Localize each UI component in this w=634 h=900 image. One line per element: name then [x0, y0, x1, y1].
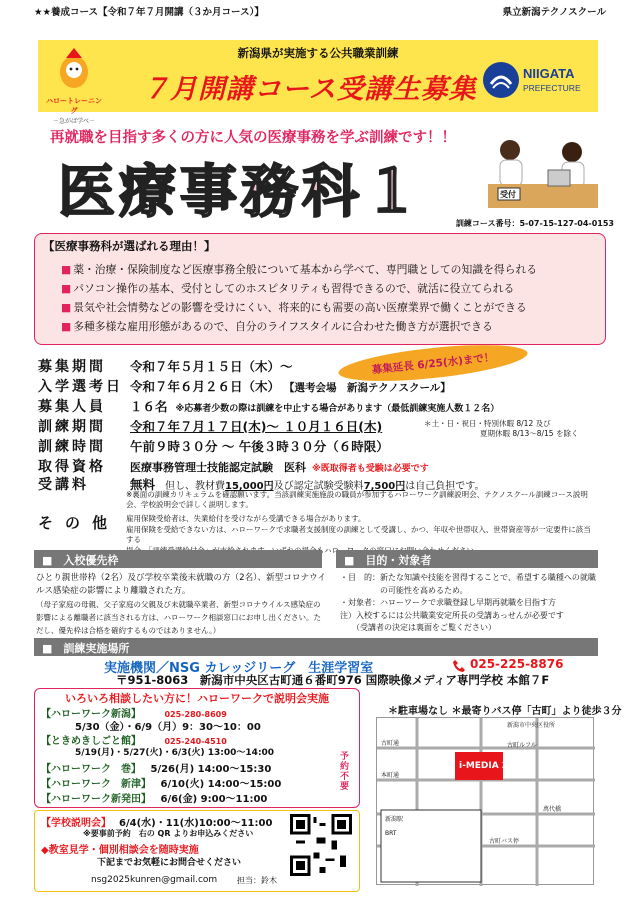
time-value: 午前９時３０分 ～ 午後３時３０分（６時限）: [130, 439, 389, 454]
exam-row: [38, 376, 451, 396]
cert-value: 医療事務管理士技能認定試験 医科: [130, 461, 306, 474]
capacity-note: ※応募者少数の際は訓練を中止する場合があります（最低訓練実施人数１２名）: [175, 404, 500, 414]
school-info-tour: ◆教室見学・個別相談会を随時実施: [41, 845, 199, 856]
niigata-pref: PREFECTURE: [523, 83, 581, 93]
map-label: 本町通: [381, 772, 400, 779]
fee-detail-5: は自己負担です。: [405, 481, 485, 492]
extension-text: 募集延長 6/25(水)まで！: [371, 351, 495, 377]
map-label: 古町バス停: [489, 838, 520, 845]
course-number: 訓練コース番号：5-07-15-127-04-0153: [455, 219, 614, 228]
consult-title: いろいろ相談したい方に！ハローワークで説明会実施: [65, 692, 329, 705]
school-name: 県立新潟テクノスクール: [502, 7, 606, 18]
purpose-line: ・目 的：新たな知識や技能を習得することで、希望する職種への就職: [340, 573, 596, 582]
consult-name: 【ときめきしごと館】: [41, 736, 141, 747]
consult-dates: 6/10(火) 14:00～15:00: [160, 779, 282, 790]
fee-material: 15,000円: [225, 481, 274, 492]
banner-subtitle: 新潟県が実施する公共職業訓練: [237, 46, 399, 60]
other-label: その他: [38, 514, 120, 532]
reception-sign: 受付: [500, 190, 516, 199]
reasons-box: [34, 233, 606, 345]
period-row: [38, 416, 382, 436]
consult-dates: 5/26(月) 14:00～15:30: [150, 764, 272, 775]
reasons-title: 【医療事務科が選ばれる理由！】: [43, 239, 216, 253]
fee-detail-1: 但し、教材費: [165, 481, 226, 492]
course-tag: ★★養成コース【令和７年７月開講（３か月コース）】: [34, 7, 264, 18]
consult-name: 【ハローワーク新発田】: [41, 794, 151, 805]
banner: [38, 40, 598, 125]
consult-tel: 025-240-4510: [164, 737, 227, 746]
reception-illustration: [488, 130, 598, 210]
exam-place: 【選考会場 新潟テクノスクール】: [284, 382, 451, 394]
other-line: 雇用保険を受給できない方は、ハローワークで求職者支援制度の訓練として受講し、かつ、年収や世帯収入、世帯資産等が一定要件に該当する: [126, 524, 591, 544]
consult-name: 【ハローワーク 巻】: [41, 764, 141, 775]
consult-box: [34, 688, 360, 808]
school-info-title: 【学校説明会】: [41, 818, 111, 829]
consult-dates: 6/6(金) 9:00～11:00: [160, 794, 268, 805]
niigata-prefecture-logo: [483, 62, 595, 102]
consult-name: 【ハローワーク 新津】: [41, 779, 151, 790]
school-info-contact: 下記までお気軽にお問合せください: [97, 858, 242, 868]
other-line: 雇用保険受給者は、失業給付を受けながら受講できる場合があります。: [126, 514, 366, 523]
consult-item: [41, 790, 267, 805]
other-row: [38, 512, 130, 533]
parking-note: ＊駐車場なし ＊最寄りバス停「古町」より徒歩３分: [388, 706, 622, 717]
cert-row: [38, 456, 429, 476]
school-info-person: 担当：鈴木: [237, 876, 277, 885]
hello-training-text: ハロートレーニング: [46, 97, 102, 115]
consult-dates: 5/19(月)・5/27(火)・6/3(火) 13:00～14:00: [75, 748, 275, 758]
course-title: 医療事務科１: [58, 159, 424, 225]
capacity-value: １６名: [130, 399, 168, 414]
qr-code[interactable]: [290, 814, 352, 876]
fee-label: 受講料: [38, 477, 89, 493]
cert-label: 取得資格: [38, 459, 106, 475]
exam-label: 入学選考日: [38, 379, 123, 395]
recruit-row: [38, 356, 293, 376]
tagline: 再就職を目指す多くの方に人気の医療事務を学ぶ訓練です！！: [50, 130, 456, 146]
exam-value: 令和７年６月２６日（木）: [130, 379, 281, 394]
niigata-emblem-icon: [483, 62, 519, 98]
map-label: 萬代橋: [543, 806, 562, 813]
fee-note: ※裏面の訓練カリキュラムを確認願います。当該訓練実施施設の職員が参加するハローワーク訓練説明会、テクノスクール訓練コース説明会、学校説明会で詳しく説明します。: [126, 490, 588, 509]
reservation-not-required: 予約不要: [340, 752, 350, 792]
consult-dates: 5/30（金）・6/9（月）9：30～10：00: [75, 722, 261, 733]
provider-tel[interactable]: 025-225-8876: [470, 657, 564, 671]
fee-detail-3: 及び認定試験受験料: [273, 481, 364, 492]
period-value: 令和７年７月１７日(木)～ １０月１６日(木): [130, 419, 383, 434]
consult-name: 【ハローワーク新潟】: [41, 709, 141, 720]
priority-line: （母子家庭の母親、父子家庭の父親及び未就職卒業者、新型コロナウイルス感染症の: [36, 600, 321, 609]
consult-item: [41, 775, 281, 790]
fee-exam: 7,500円: [363, 481, 406, 492]
time-label: 訓練時間: [38, 439, 106, 455]
period-note-2: 夏期休暇 8/13～8/15 を除く: [480, 429, 579, 438]
purpose-text: [340, 572, 602, 635]
reason-item: ■ 景気や社会情勢などの影響を受けにくい、将来的にも需要の高い医療業界で働くことができる: [61, 300, 527, 315]
consult-item: [41, 760, 271, 775]
time-row: [38, 436, 389, 456]
hello-training-sub: －急がば学べ－: [52, 118, 95, 125]
map-label: 古町通: [381, 740, 400, 747]
venue-header: ■ 訓練実施場所: [34, 638, 598, 656]
priority-line: ひとり親世帯枠（2名）及び学校卒業後未就職の方（2名）、新型コロナウイルス感染症の影響により離職された方。: [36, 573, 326, 596]
map-label: 新潟駅: [385, 816, 404, 823]
priority-line: 影響による離職者に該当される方は、ハローワーク相談窓口にお申し出ください。ただし、優先枠は合格を確約するものではありません。）: [36, 613, 321, 635]
map-label: 古町ルフル: [507, 742, 537, 749]
address: 〒951-8063 新潟市中央区古町通６番町976 国際映像メディア専門学校 本館７F: [116, 673, 550, 687]
priority-text: [36, 572, 326, 637]
purpose-line: ・対象者：ハローワークで求職登録し早期再就職を目指す方: [340, 598, 556, 607]
priority-header: ■ 入校優先枠: [34, 550, 322, 568]
reason-item: ■ 薬・治療・保険制度など医療事務全般について基本から学べて、専門職としての知識を得られる: [61, 262, 537, 277]
recruit-label: 募集期間: [38, 359, 106, 375]
school-info-dates: 6/4(水)・11(水)10:00～11:00: [119, 818, 273, 829]
map-label: i-MEDIA 本館: [459, 761, 520, 771]
school-info-email[interactable]: nsg2025kunren@gmail.com: [91, 875, 218, 885]
reason-item: ■ 多種多様な雇用形態があるので、自分のライフスタイルに合わせた働き方が選択できる: [61, 319, 493, 334]
capacity-row: [38, 396, 499, 416]
provider-name: 実施機関／NSG カレッジリーグ 生涯学習室: [104, 661, 374, 676]
period-note-1: ＊土・日・祝日・特別休暇 8/12 及び: [424, 419, 551, 428]
map-label: 新潟市中央区役所: [507, 722, 556, 729]
purpose-line: の可能性を高めるため。: [340, 585, 468, 595]
capacity-label: 募集人員: [38, 399, 106, 415]
purpose-line: 注）入校するには公共職業安定所長の受講あっせんが必要です: [340, 610, 564, 620]
banner-main-title: ７月開講コース受講生募集: [142, 74, 477, 105]
school-info-reserve: ※要事前予約 右の QR よりお申込みください: [83, 829, 254, 838]
purpose-header: ■ 目的・対象者: [336, 550, 598, 568]
niigata-name: NIIGATA: [523, 66, 575, 81]
consult-tel: 025-280-8609: [164, 710, 227, 719]
period-label: 訓練期間: [38, 419, 106, 435]
purpose-line: （受講者の決定は裏面をご覧ください）: [340, 623, 496, 632]
map-label: BRT: [385, 830, 397, 837]
fee-value: 無料: [130, 477, 156, 492]
access-map: [376, 717, 594, 885]
cert-note: ※既取得者も受験は必要です: [312, 464, 429, 474]
recruit-value: 令和７年５月１５日（木）～: [130, 359, 293, 374]
reason-item: ■ パソコン操作の基本、受付としてのホスピタリティも習得できるので、就活に役立てられる: [61, 281, 514, 296]
